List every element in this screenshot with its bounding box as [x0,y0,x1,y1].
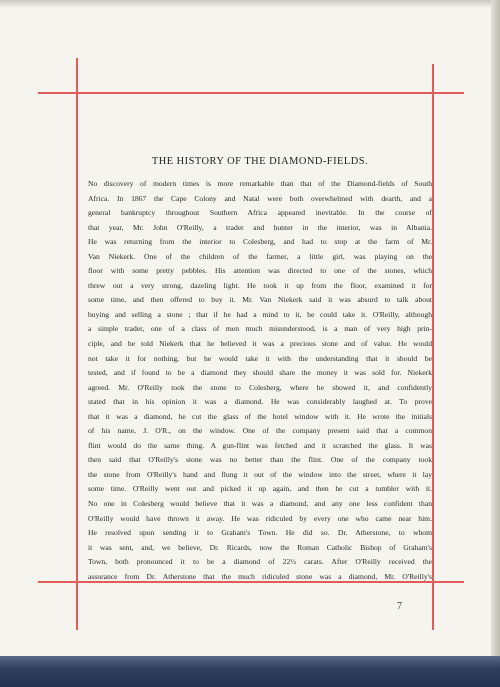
text-line: stated that in his opinion it was a diamond. He was considerably laughed at. To prove [88,397,432,407]
frame-rule-right [432,64,434,630]
text-line: flint would do the same thing. A gun-flint was fetched and it scratched the glass. It was [88,440,432,450]
text-line: floor with some pretty pebbles. His attention was directed to one of the stones, which [88,266,432,276]
text-line: O'Reilly would have thrown it away. He was ridiculed by every one who came near him. [88,513,432,523]
text-line: it was sent, and, we believe, Dr. Ricards, now the Roman Catholic Bishop of Graham's [88,542,432,552]
text-line: that year, Mr. John O'Reilly, a trader and hunter in the interior, was in Albania. [88,222,432,232]
text-line: of his name, J. O'R., on the window. One of the company present said that a common [88,426,432,436]
text-line: No discovery of modern times is more remarkable than that of the Diamond-fields of South [88,179,432,188]
text-line: threw out a very strong, dazeling light. He took it up from the floor, examined it for [88,280,432,290]
text-line: assurance from Dr. Atherstone that the much ridiculed stone was a diamond, Mr. O'Reilly's [88,571,432,581]
page-top-edge [0,0,500,8]
text-line: No one in Colesberg would believe that it was a diamond, and any one less confident than [88,499,432,509]
page-number: 7 [397,601,402,612]
text-line: a simple trader, one of a class of men much misunderstood, is a man of very high prin- [88,324,432,334]
text-line: agreed. Mr. O'Reilly took the stone to Colesberg, where he showed it, and confidently [88,382,432,392]
text-line: Africa. In 1867 the Cape Colony and Natal were both overwhelmed with dearth, and a [88,193,432,203]
body-text [88,177,432,584]
text-line: then said that O'Reilly's stone was no better than the flint. One of the company took [88,455,432,465]
text-line: general bankruptcy throughout Southern Africa appeared inevitable. In the course of [88,208,432,218]
frame-rule-left [76,58,78,630]
text-line: some time. O'Reilly went out and picked it up again, and then he cut a tumbler with it. [88,484,432,494]
text-line: buying and selling a stone ; that if he had a mind to it, he could take it. O'Reilly, although [88,309,432,319]
page-right-edge [491,0,500,656]
text-line: Town, both pronounced it to be a diamond of 22½ carats. After O'Reilly received the [88,557,432,567]
frame-rule-top [38,92,464,94]
text-line: the stone from O'Reilly's hand and flung it out of the window into the street, where it lay [88,469,432,479]
text-line: not take it for nothing, but he would take it with the understanding that it should be [88,353,432,363]
text-line: Van Niekerk. One of the children of the farmer, a little girl, was playing on the [88,251,432,261]
text-line: He resolved upon sending it to Graham's Town. He did so. Dr. Atherstone, to whom [88,528,432,538]
text-line: that it was a diamond, he cut the glass of the hotel window with it. He wrote the initials [88,411,432,421]
book-binding [0,656,500,687]
text-line: some time, and then offered to buy it. Mr. Van Niekerk said it was absurd to talk about [88,295,432,305]
page-title: THE HISTORY OF THE DIAMOND-FIELDS. [151,156,369,167]
text-line: He was returning from the interior to Colesberg, and had to stop at the farm of Mr. [88,237,432,247]
text-line: ciple, and he told Niekerk that he believed it was a precious stone and of value. He would [88,339,432,349]
text-line: tested, and if found to be a diamond they should share the money it was sold for. Niekerk [88,368,432,378]
